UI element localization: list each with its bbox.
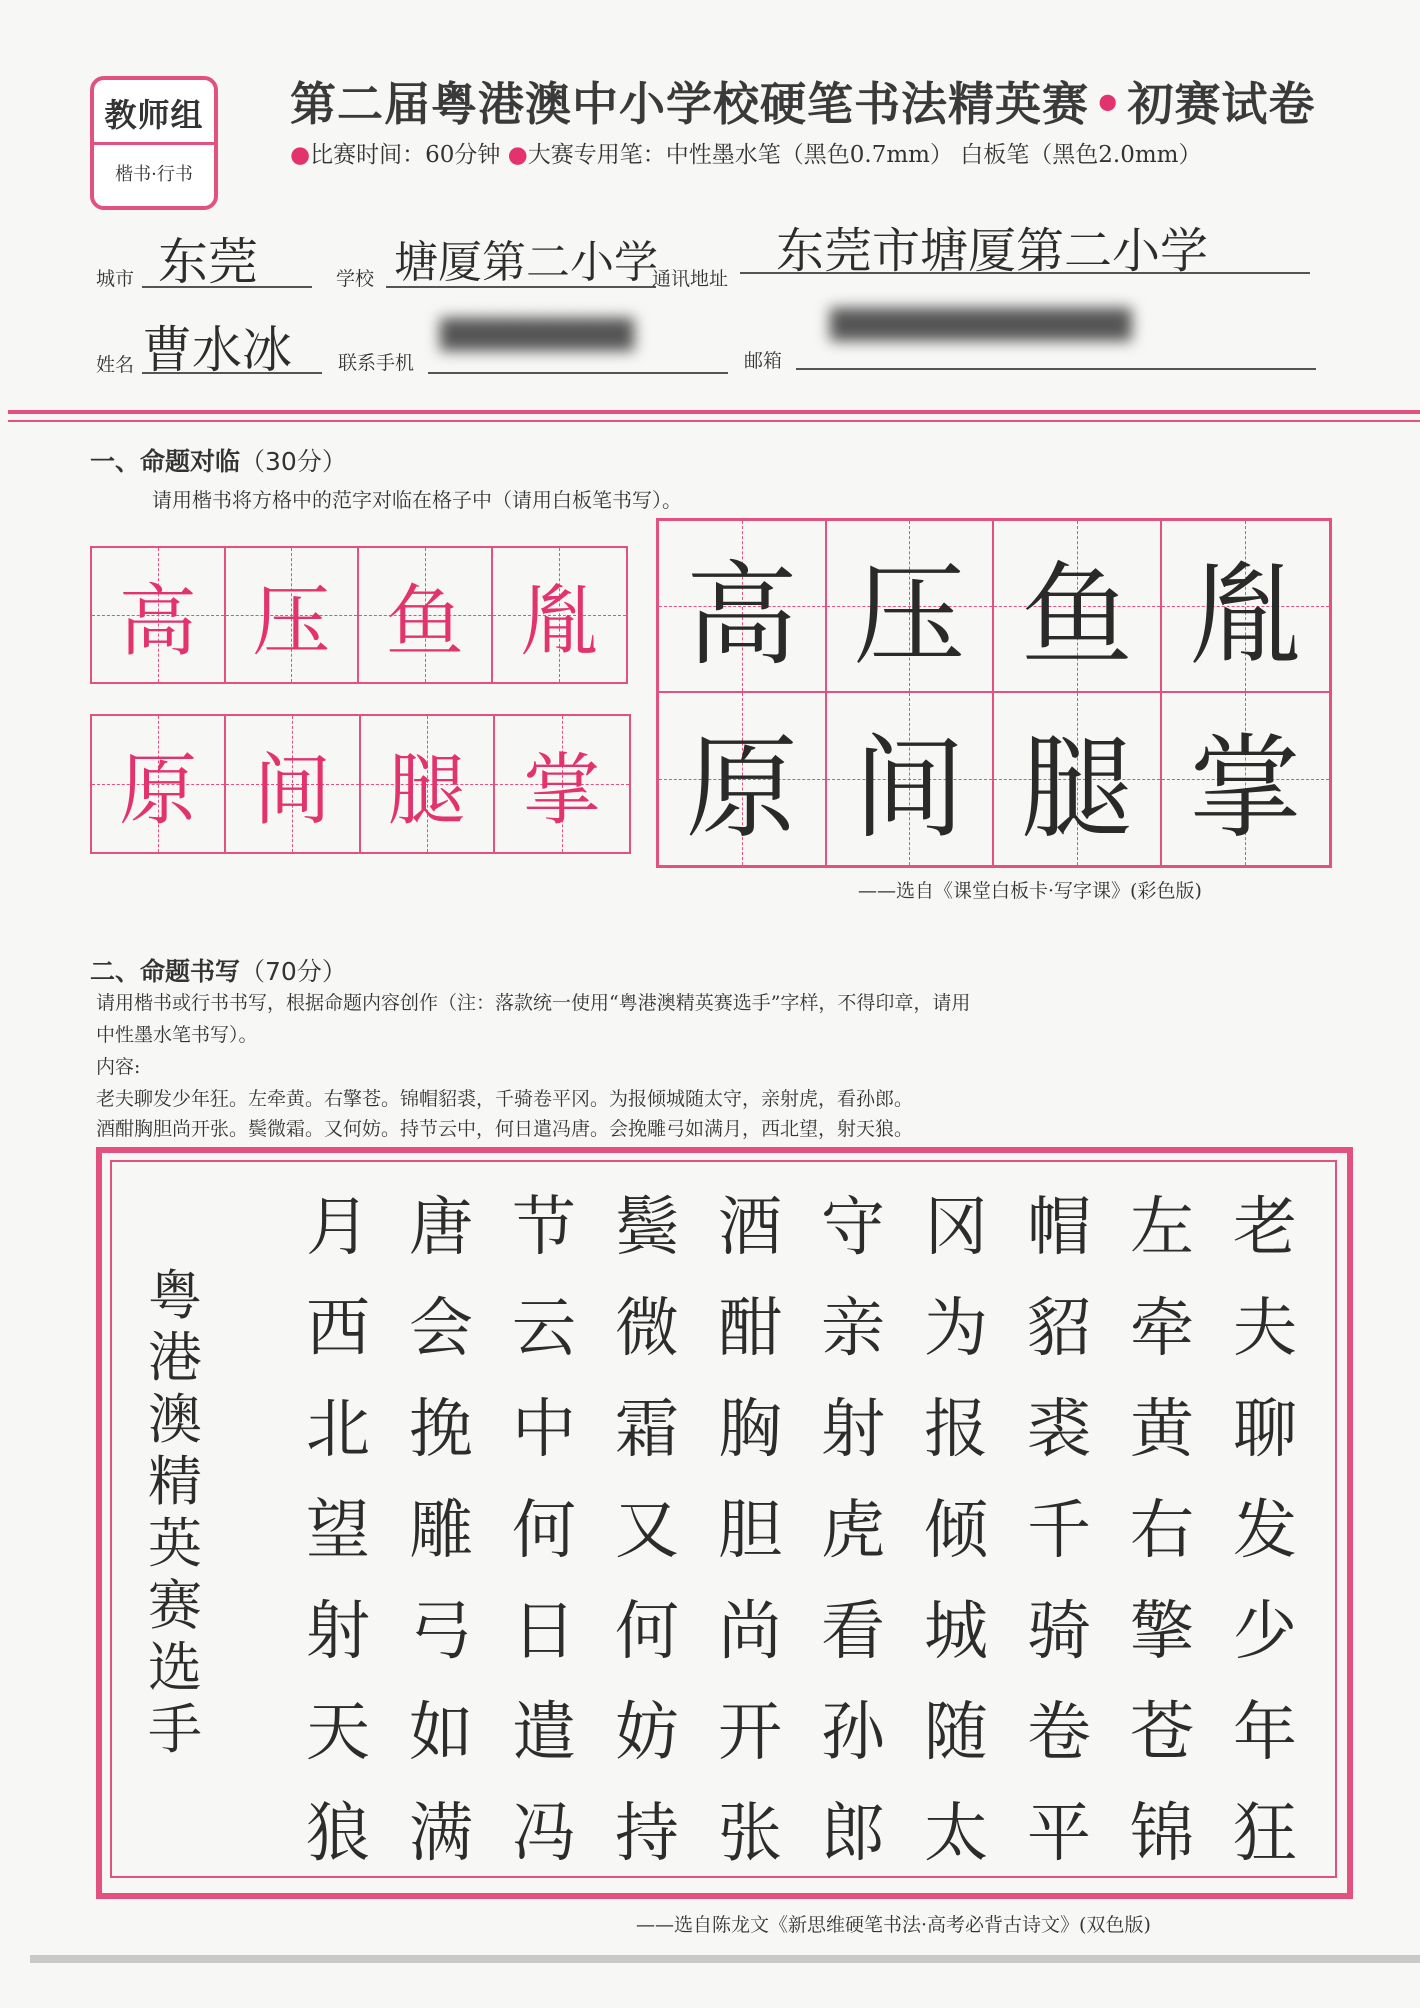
copy-cell	[1162, 521, 1330, 693]
poem-character: 随	[924, 1696, 988, 1770]
poem-character: 西	[306, 1292, 370, 1366]
grid-character: 鱼	[385, 577, 464, 667]
section1-title: 一、命题对临	[90, 447, 241, 476]
poem-column	[602, 1178, 692, 1885]
poem-character: 报	[924, 1393, 988, 1467]
poem-character: 开	[718, 1696, 782, 1770]
poem-character: 鬓	[615, 1191, 679, 1265]
signature-character: 英	[148, 1512, 202, 1575]
poem-character: 夫	[1233, 1292, 1297, 1366]
poem-character: 黄	[1130, 1393, 1194, 1467]
section2-instruction-line1: 请用楷书或行书书写，根据命题内容创作（注：落款统一使用“粤港澳精英赛选手”字样，不得印章，请用	[96, 992, 971, 1014]
poem-character: 遣	[512, 1696, 576, 1770]
grid-character: 高	[118, 577, 197, 667]
content-label: 内容:	[96, 1056, 141, 1078]
poem-character: 看	[821, 1595, 885, 1669]
poem-character: 射	[306, 1595, 370, 1669]
signature-character: 选	[148, 1636, 202, 1699]
poem-character: 天	[306, 1696, 370, 1770]
group-badge	[90, 76, 218, 210]
model-cell	[361, 716, 495, 852]
poem-character: 又	[615, 1494, 679, 1568]
address-label: 通讯地址	[652, 268, 729, 290]
section1-credit: ——选自《课堂白板卡·写字课》(彩色版)	[858, 880, 1202, 902]
header-divider	[8, 410, 1420, 414]
poem-character: 月	[306, 1191, 370, 1265]
poem-character: 微	[615, 1292, 679, 1366]
page-title	[290, 68, 1315, 134]
poem-column	[396, 1178, 486, 1885]
grid-character: 高	[685, 550, 798, 681]
grid-character: 间	[853, 723, 966, 854]
poem-character: 骑	[1027, 1595, 1091, 1669]
poem-character: 平	[1027, 1797, 1091, 1871]
grid-character: 腿	[387, 746, 466, 836]
school-label: 学校	[336, 268, 375, 290]
section1-heading	[90, 442, 347, 478]
poem-character: 冯	[512, 1797, 576, 1871]
section1-instruction: 请用楷书将方格中的范字对临在格子中（请用白板笔书写）。	[152, 488, 682, 512]
poem-character: 弓	[409, 1595, 473, 1669]
poem-character: 持	[615, 1797, 679, 1871]
name-value[interactable]: 曹水冰	[142, 321, 292, 379]
poem-column	[705, 1178, 795, 1885]
signature-column	[140, 1265, 210, 1761]
model-grid-row1	[90, 546, 628, 684]
grid-character: 原	[119, 746, 198, 836]
poem-column	[293, 1178, 383, 1885]
grid-character: 掌	[522, 746, 601, 836]
exam-pens: 大赛专用笔：中性墨水笔（黑色0.7mm） 白板笔（黑色2.0mm）	[527, 142, 1202, 168]
signature-character: 澳	[148, 1388, 202, 1451]
bullet-icon: ●	[507, 142, 528, 168]
poem-character: 城	[924, 1595, 988, 1669]
signature-character: 港	[148, 1326, 202, 1389]
poem-character: 云	[512, 1292, 576, 1366]
poem-character: 何	[615, 1595, 679, 1669]
poem-character: 帽	[1027, 1191, 1091, 1265]
grid-character: 掌	[1189, 723, 1302, 854]
poem-character: 发	[1233, 1494, 1297, 1568]
poem-character: 狂	[1233, 1797, 1297, 1871]
signature-character: 粤	[148, 1264, 202, 1327]
poem-character: 北	[306, 1393, 370, 1467]
poem-character: 卷	[1027, 1696, 1091, 1770]
title-main: 第二届粤港澳中小学校硬笔书法精英赛	[290, 77, 1089, 131]
phone-redacted: █████████	[440, 318, 634, 351]
poem-line2: 酒酣胸胆尚开张。鬓微霜。又何妨。持节云中，何日遣冯唐。会挽雕弓如满月，西北望，射天狼。	[96, 1118, 914, 1140]
bullet-icon: ●	[290, 142, 311, 168]
grid-character: 间	[253, 746, 332, 836]
grid-character: 压	[853, 550, 966, 681]
poem-column	[808, 1178, 898, 1885]
poem-character: 何	[512, 1494, 576, 1568]
header-divider-thin	[8, 420, 1420, 422]
poem-character: 狼	[306, 1797, 370, 1871]
poem-character: 霜	[615, 1393, 679, 1467]
title-dot: •	[1093, 77, 1124, 131]
poem-character: 胆	[718, 1494, 782, 1568]
copy-cell	[659, 521, 827, 693]
poem-character: 节	[512, 1191, 576, 1265]
poem-character: 锦	[1130, 1797, 1194, 1871]
copy-cell	[827, 521, 995, 693]
poem-character: 望	[306, 1494, 370, 1568]
poem-character: 裘	[1027, 1393, 1091, 1467]
poem-character: 虎	[821, 1494, 885, 1568]
model-cell	[495, 716, 629, 852]
poem-character: 孙	[821, 1696, 885, 1770]
title-suffix: 初赛试卷	[1127, 77, 1316, 131]
poem-character: 张	[718, 1797, 782, 1871]
school-value[interactable]: 塘厦第二小学	[394, 237, 658, 288]
poem-character: 雕	[409, 1494, 473, 1568]
badge-divider	[94, 142, 214, 145]
model-cell	[92, 548, 226, 682]
model-cell	[226, 716, 360, 852]
section2-points: （70分）	[240, 957, 347, 986]
poem-character: 满	[409, 1797, 473, 1871]
poem-character: 少	[1233, 1595, 1297, 1669]
grid-character: 腿	[1020, 723, 1133, 854]
copy-practice-grid[interactable]	[656, 518, 1332, 868]
email-label: 邮箱	[744, 350, 783, 372]
copy-cell	[1162, 693, 1330, 865]
page-bottom-edge	[30, 1955, 1420, 1963]
grid-character: 压	[252, 577, 331, 667]
poem-character: 郎	[821, 1797, 885, 1871]
poem-character: 妨	[615, 1696, 679, 1770]
poem-column	[911, 1178, 1001, 1885]
poem-line1: 老夫聊发少年狂。左牵黄。右擎苍。锦帽貂裘，千骑卷平冈。为报倾城随太守，亲射虎，看孙郎。	[96, 1088, 914, 1110]
signature-character: 赛	[148, 1574, 202, 1637]
badge-styles-label: 楷书·行书	[115, 164, 193, 185]
copy-cell	[827, 693, 995, 865]
poem-character: 太	[924, 1797, 988, 1871]
copy-cell	[659, 693, 827, 865]
badge-group-label: 教师组	[104, 96, 204, 134]
exam-time: 比赛时间：60分钟	[310, 142, 501, 168]
name-label: 姓名	[96, 354, 135, 376]
copy-cell	[994, 693, 1162, 865]
poem-character: 会	[409, 1292, 473, 1366]
poem-character: 聊	[1233, 1393, 1297, 1467]
poem-character: 倾	[924, 1494, 988, 1568]
poem-character: 牵	[1130, 1292, 1194, 1366]
model-cell	[493, 548, 627, 682]
poem-character: 胸	[718, 1393, 782, 1467]
poem-character: 苍	[1130, 1696, 1194, 1770]
phone-underline	[428, 372, 728, 374]
address-value[interactable]: 东莞市塘厦第二小学	[776, 223, 1209, 279]
poem-character: 酒	[718, 1191, 782, 1265]
poem-character: 如	[409, 1696, 473, 1770]
section1-points: （30分）	[240, 447, 347, 476]
poem-character: 擎	[1130, 1595, 1194, 1669]
poem-character: 年	[1233, 1696, 1297, 1770]
copy-cell	[994, 521, 1162, 693]
poem-character: 千	[1027, 1494, 1091, 1568]
poem-character: 亲	[821, 1292, 885, 1366]
poem-character: 酣	[718, 1292, 782, 1366]
poem-character: 挽	[409, 1393, 473, 1467]
email-redacted: ██████████████	[830, 308, 1132, 341]
section2-credit: ——选自陈龙文《新思维硬笔书法·高考必背古诗文》(双色版)	[636, 1914, 1151, 1936]
poem-column	[1220, 1178, 1310, 1885]
poem-character: 为	[924, 1292, 988, 1366]
poem-column	[499, 1178, 589, 1885]
phone-label: 联系手机	[338, 352, 415, 374]
city-label: 城市	[96, 268, 135, 290]
grid-character: 胤	[1189, 550, 1302, 681]
model-grid-row2	[90, 714, 631, 854]
poem-character: 尚	[718, 1595, 782, 1669]
model-cell	[359, 548, 493, 682]
grid-character: 原	[685, 723, 798, 854]
model-cell	[92, 716, 226, 852]
exam-subtitle	[290, 136, 1201, 169]
poem-character: 唐	[409, 1191, 473, 1265]
poem-character: 左	[1130, 1191, 1194, 1265]
model-cell	[226, 548, 360, 682]
email-underline	[796, 368, 1316, 370]
poem-character: 老	[1233, 1191, 1297, 1265]
poem-character: 射	[821, 1393, 885, 1467]
section2-title: 二、命题书写	[90, 957, 241, 986]
poem-character: 中	[512, 1393, 576, 1467]
poem-character: 守	[821, 1191, 885, 1265]
section2-heading	[90, 952, 347, 988]
poem-character: 冈	[924, 1191, 988, 1265]
city-value[interactable]: 东莞	[158, 233, 258, 291]
signature-character: 手	[148, 1698, 202, 1761]
grid-character: 鱼	[1020, 550, 1133, 681]
section2-instruction-line2: 中性墨水笔书写）。	[96, 1024, 258, 1046]
poem-character: 日	[512, 1595, 576, 1669]
poem-character: 右	[1130, 1494, 1194, 1568]
poem-character: 貂	[1027, 1292, 1091, 1366]
poem-column	[1014, 1178, 1104, 1885]
signature-character: 精	[148, 1450, 202, 1513]
grid-character: 胤	[520, 577, 599, 667]
poem-column	[1117, 1178, 1207, 1885]
